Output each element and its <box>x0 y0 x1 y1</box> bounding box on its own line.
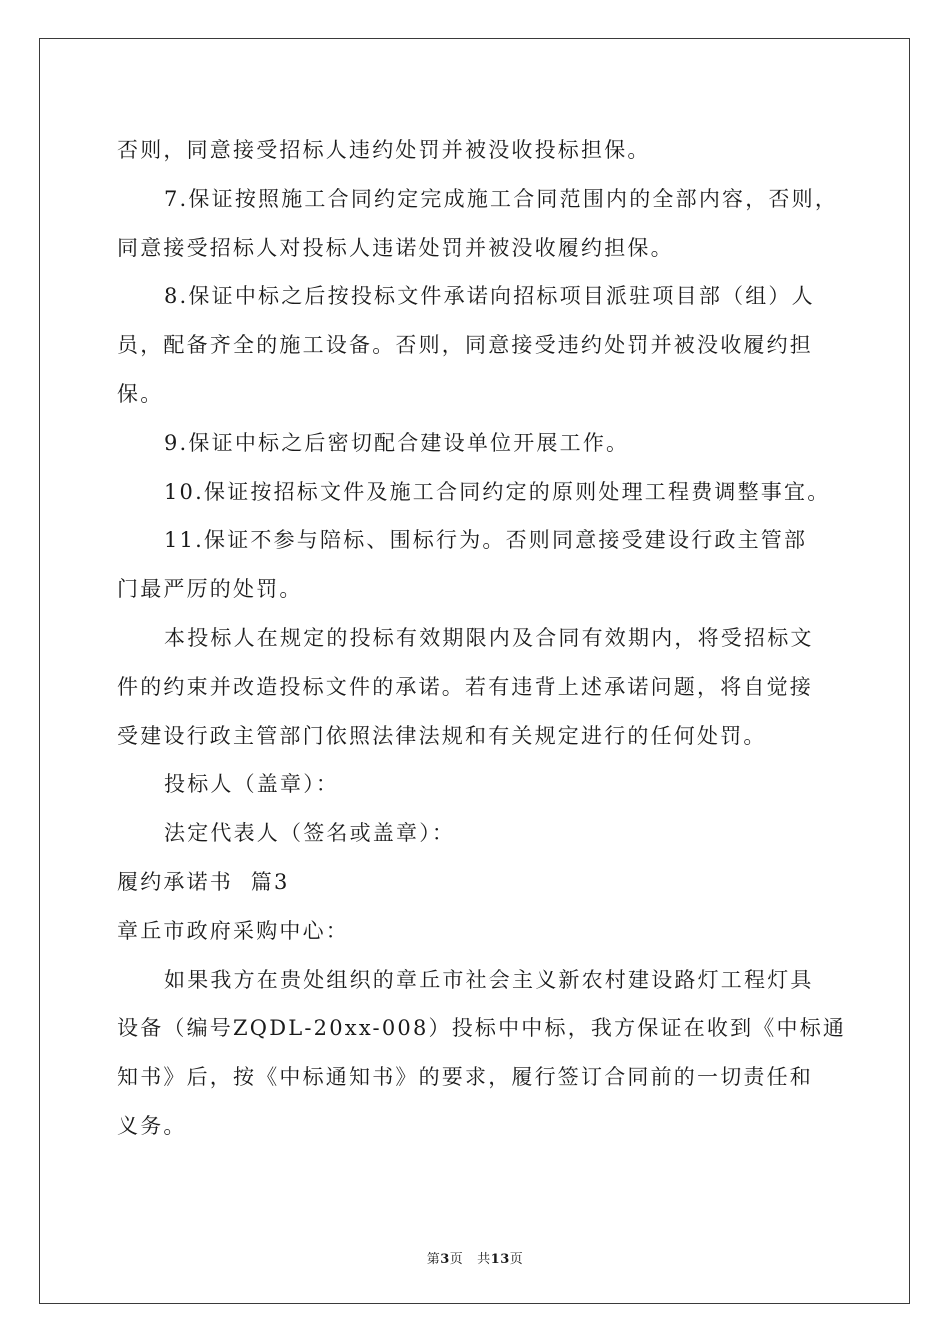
paragraph-line: 件的约束并改造投标文件的承诺。若有违背上述承诺问题，将自觉接 <box>117 674 813 699</box>
section-heading: 履约承诺书 篇3 <box>117 869 290 894</box>
paragraph-line: 受建设行政主管部门依照法律法规和有关规定进行的任何处罚。 <box>117 723 767 748</box>
document-body <box>117 126 847 1151</box>
paragraph-line: 否则，同意接受招标人违约处罚并被没收投标担保。 <box>117 138 651 162</box>
footer-suffix: 页 <box>509 1252 524 1267</box>
footer-middle: 页 共 <box>449 1252 491 1267</box>
footer-page-number: 3 <box>440 1252 450 1267</box>
paragraph-line: 本投标人在规定的投标有效期限内及合同有效期内，将受招标文 <box>164 625 814 650</box>
addressee-line: 章丘市政府采购中心： <box>117 918 349 943</box>
page-footer <box>0 1248 950 1267</box>
footer-total-pages: 13 <box>490 1252 510 1267</box>
paragraph-line: 门最严厉的处罚。 <box>117 577 303 602</box>
paragraph-line: 义务。 <box>117 1113 187 1138</box>
paragraph-line: 知书》后，按《中标通知书》的要求，履行签订合同前的一切责任和 <box>117 1065 813 1090</box>
paragraph-line: 保。 <box>117 381 164 406</box>
paragraph-line: 设备（编号ZQDL-20xx-008）投标中中标，我方保证在收到《中标通 <box>117 1016 847 1041</box>
paragraph-line: 7.保证按照施工合同约定完成施工合同范围内的全部内容，否则， <box>164 186 839 211</box>
paragraph-line: 如果我方在贵处组织的章丘市社会主义新农村建设路灯工程灯具 <box>164 967 814 992</box>
signature-bidder-line: 投标人（盖章）： <box>164 772 340 797</box>
paragraph-line: 同意接受招标人对投标人违诺处罚并被没收履约担保。 <box>117 235 674 260</box>
signature-legal-rep-line: 法定代表人（签名或盖章）： <box>164 821 456 846</box>
footer-prefix: 第 <box>426 1252 441 1267</box>
paragraph-line: 10.保证按招标文件及施工合同约定的原则处理工程费调整事宜。 <box>164 479 831 504</box>
paragraph-line: 11.保证不参与陪标、围标行为。否则同意接受建设行政主管部 <box>164 528 808 553</box>
paragraph-line: 员，配备齐全的施工设备。否则，同意接受违约处罚并被没收履约担 <box>117 333 813 358</box>
paragraph-line: 9.保证中标之后密切配合建设单位开展工作。 <box>164 430 630 455</box>
paragraph-line: 8.保证中标之后按投标文件承诺向招标项目派驻项目部（组）人 <box>164 284 815 309</box>
